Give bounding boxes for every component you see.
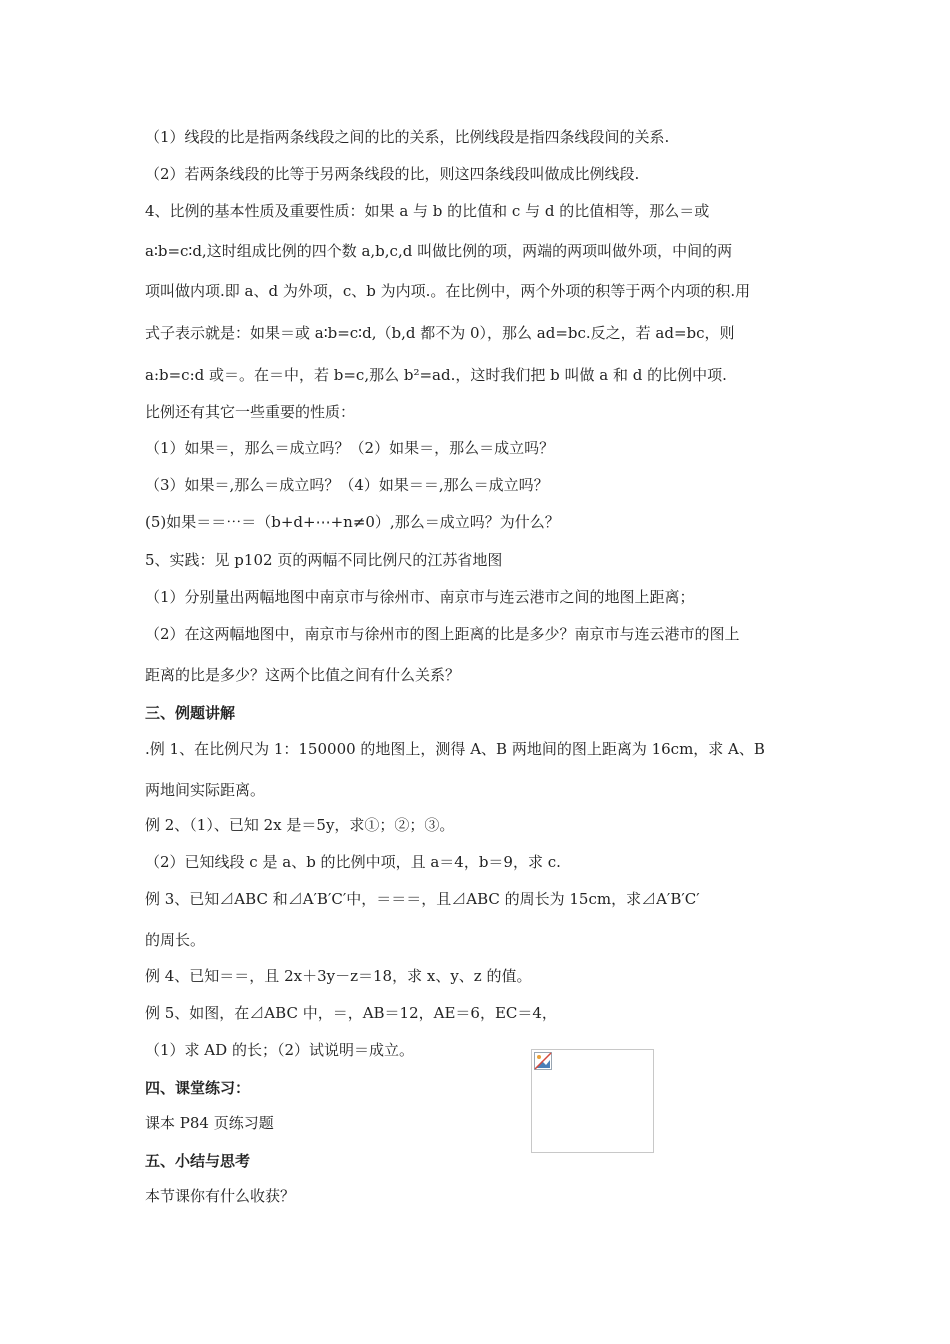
text-line: 式子表示就是：如果＝或 a∶b=c∶d,（b,d 都不为 0），那么 ad=bc.反之，若 ad=bc，则 xyxy=(145,324,735,342)
text-line: (5)如果＝＝⋯＝（b+d+⋯+n≠0）,那么＝成立吗？为什么？ xyxy=(145,513,560,531)
figure-image-placeholder xyxy=(531,1049,654,1153)
broken-image-icon xyxy=(534,1052,552,1070)
text-line: 例 4、已知＝＝，且 2x＋3y－z＝18，求 x、y、z 的值。 xyxy=(145,967,532,985)
text-line: 项叫做内项.即 a、d 为外项，c、b 为内项.。在比例中，两个外项的积等于两个内项的积.用 xyxy=(145,282,751,300)
section-heading: 三、例题讲解 xyxy=(145,704,236,722)
text-line: 5、实践：见 p102 页的两幅不同比例尺的江苏省地图 xyxy=(145,551,503,569)
text-line: 两地间实际距离。 xyxy=(145,781,266,799)
text-line: 课本 P84 页练习题 xyxy=(145,1114,274,1132)
text-line: （1）如果＝，那么＝成立吗？（2）如果＝，那么＝成立吗？ xyxy=(145,439,555,457)
text-line: 4、比例的基本性质及重要性质：如果 a 与 b 的比值和 c 与 d 的比值相等，那么＝或 xyxy=(145,202,710,220)
text-line: （2）已知线段 c 是 a、b 的比例中项，且 a＝4，b＝9，求 c. xyxy=(145,853,561,871)
text-line: 比例还有其它一些重要的性质： xyxy=(145,403,356,421)
text-line: （1）线段的比是指两条线段之间的比的关系，比例线段是指四条线段间的关系. xyxy=(145,128,670,146)
text-line: 的周长。 xyxy=(145,931,206,949)
text-line: a:b=c:d 或＝。在＝中，若 b=c,那么 b²=ad.，这时我们把 b 叫做 a 和 d 的比例中项. xyxy=(145,366,727,384)
text-line: （1）求 AD 的长；（2）试说明＝成立。 xyxy=(145,1041,414,1059)
text-line: .例 1、在比例尺为 1：150000 的地图上，测得 A、B 两地间的图上距离为 16cm，求 A、B xyxy=(145,740,765,758)
text-line: 例 3、已知⊿ABC 和⊿A′B′C′中，＝＝＝，且⊿ABC 的周长为 15cm，求⊿A′B′C′ xyxy=(145,890,700,908)
text-line: （3）如果＝,那么＝成立吗？（4）如果＝＝,那么＝成立吗？ xyxy=(145,476,549,494)
text-line: 距离的比是多少？这两个比值之间有什么关系？ xyxy=(145,666,461,684)
text-line: 本节课你有什么收获？ xyxy=(145,1187,296,1205)
text-line: 例 5、如图，在⊿ABC 中，＝，AB＝12，AE＝6，EC＝4， xyxy=(145,1004,557,1022)
text-line: （2）在这两幅地图中，南京市与徐州市的图上距离的比是多少？南京市与连云港市的图上 xyxy=(145,625,740,643)
text-line: （2）若两条线段的比等于另两条线段的比，则这四条线段叫做成比例线段. xyxy=(145,165,640,183)
section-heading: 四、课堂练习： xyxy=(145,1079,251,1097)
text-line: 例 2、（1）、已知 2x 是＝5y，求①；②；③。 xyxy=(145,816,455,834)
text-line: （1）分别量出两幅地图中南京市与徐州市、南京市与连云港市之间的地图上距离； xyxy=(145,588,695,606)
text-line: a∶b=c∶d,这时组成比例的四个数 a,b,c,d 叫做比例的项，两端的两项叫做外项，中间的两 xyxy=(145,242,733,260)
section-heading: 五、小结与思考 xyxy=(145,1152,251,1170)
